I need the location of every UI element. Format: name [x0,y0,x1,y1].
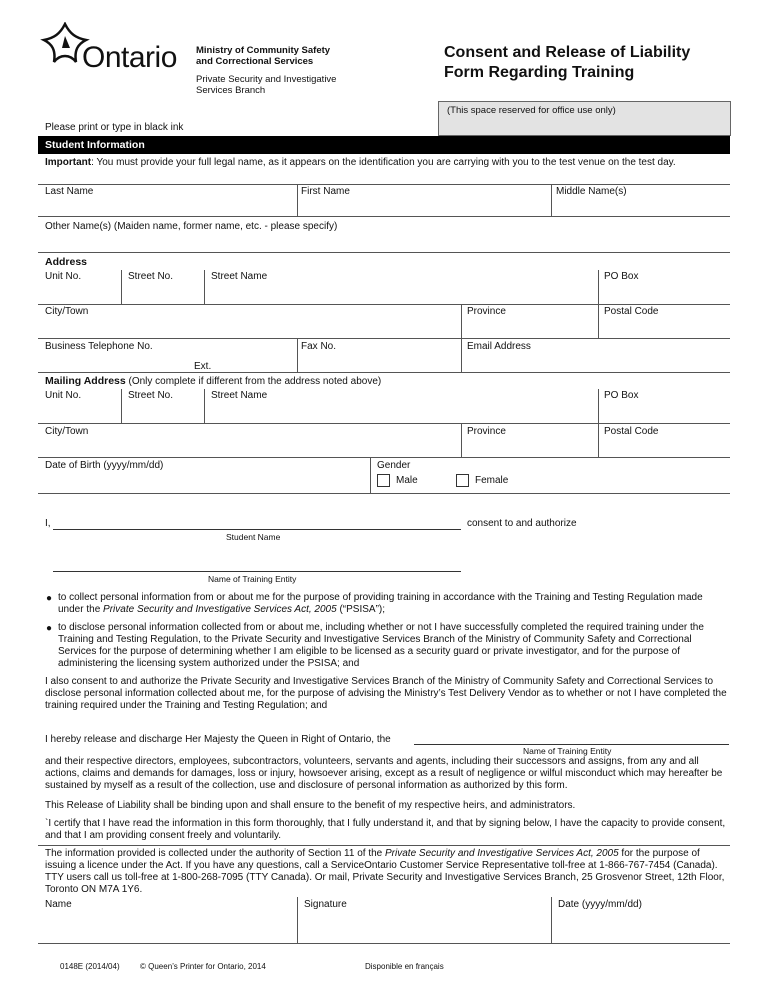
consent-bullet-2: to disclose personal information collected from or about me, including whether or not I have successfully completed the required training under the Training and Testing Regulation, to the Private Security and Investigative Services Branch of the Ministry of Community Safety and Correctional Services for the purpose of determining whether I am eligible to be licensed as a security guard or private investigator, and for the purpose of administering the licensing system authorized under the PSISA; and [58,622,704,669]
business-phone-field[interactable] [45,354,190,370]
bullet-2-icon: ● [46,623,53,634]
other-names-field[interactable] [45,233,725,249]
dob-label: Date of Birth (yyyy/mm/dd) [45,460,164,471]
form-title-line-1: Consent and Release of Liability [444,44,691,61]
student-information-title: Student Information [45,139,145,151]
sign-name-field[interactable] [45,913,290,939]
french-available-link[interactable]: Disponible en français [365,962,444,971]
mailing-street-name-field[interactable] [211,403,593,419]
male-option[interactable]: Male [377,474,418,487]
branch-line-1: Private Security and Investigative [196,74,337,85]
release-paragraph: and their respective directors, employees, subcontractors, volunteers, servants and agents, including their successors and assigns, from any and all actions, claims and demands for damages, loss or injury, howsoever arising, except as a result of negligence or wilful misconduct which may hereafter be sustained by myself as a result of the collection, use and disclosure of personal information as authorized by this form. [45,756,723,791]
last-name-label: Last Name [45,186,94,197]
important-note: Important: You must provide your full legal name, as it appears on the identification you are carrying with you to the test venue on the test day. [45,157,676,168]
address-po-box-field[interactable] [604,284,726,300]
address-unit-label: Unit No. [45,271,82,282]
ministry-line-1: Ministry of Community Safety [196,45,331,56]
mailing-po-box-label: PO Box [604,390,639,401]
mailing-postal-field[interactable] [604,438,726,454]
binding-paragraph: This Release of Liability shall be binding upon and shall ensure to the benefit of my respective heirs, and administrators. [45,800,576,811]
consent-authorize-text: consent to and authorize [467,518,577,529]
phone-ext-field[interactable] [216,358,292,371]
mailing-unit-field[interactable] [45,403,117,419]
mailing-province-label: Province [467,426,506,437]
other-names-label: Other Name(s) (Maiden name, former name, etc. - please specify) [45,221,338,232]
collection-notice: The information provided is collected under the authority of Section 11 of the Private Security and Investigative Services Act, 2005 for the purpose of issuing a licence under the Act. If you have any questions, call a ServiceOntario Customer Service Representative toll-free at 1-866-767-7454 (Canada). TTY users call us toll-free at 1-800-268-7095 (TTY Canada). Or mail, Private Security and Investigative Services Branch, 25 Grosvenor Street, 12th Floor, Toronto ON M7A 1Y6. [45,848,725,895]
signature-field[interactable] [304,913,546,939]
branch-line-2: Services Branch [196,85,266,96]
address-street-name-label: Street Name [211,271,268,282]
gender-label: Gender [377,460,411,471]
print-note: Please print or type in black ink [45,122,184,133]
mailing-street-no-label: Street No. [128,390,174,401]
also-consent-paragraph: I also consent to and authorize the Private Security and Investigative Services Branch of the Ministry of Community Safety and Correctional Services to disclose personal information collected about me, for the purpose of advising the Ministry’s Test Delivery Vendor as to whether or not I have completed the training required under the Training and Testing Regulation; and [45,676,727,711]
address-po-box-label: PO Box [604,271,639,282]
male-checkbox[interactable] [377,474,390,487]
mailing-city-label: City/Town [45,426,89,437]
address-street-no-label: Street No. [128,271,174,282]
mailing-address-title: Mailing Address (Only complete if different from the address noted above) [45,375,382,387]
email-field[interactable] [467,354,726,370]
address-city-label: City/Town [45,306,89,317]
address-province-field[interactable] [467,318,593,334]
middle-name-field[interactable] [556,198,726,214]
student-information-bar [38,136,730,154]
release-entity-caption: Name of Training Entity [523,746,612,756]
form-number: 0148E (2014/04) [60,962,120,971]
training-entity-line[interactable] [53,571,461,572]
first-name-field[interactable] [301,198,546,214]
mailing-street-no-field[interactable] [128,403,200,419]
female-checkbox[interactable] [456,474,469,487]
address-unit-field[interactable] [45,284,117,300]
bullet-1-icon: ● [46,593,53,604]
ministry-line-2: and Correctional Services [196,56,314,67]
business-phone-label: Business Telephone No. [45,341,153,352]
dob-field[interactable] [45,473,365,489]
sign-date-label: Date (yyyy/mm/dd) [558,899,642,910]
fax-field[interactable] [301,354,455,370]
consent-i-label: I, [45,518,51,529]
address-street-no-field[interactable] [128,284,200,300]
address-street-name-field[interactable] [211,284,593,300]
mailing-postal-label: Postal Code [604,426,659,437]
email-label: Email Address [467,341,531,352]
student-name-line[interactable] [53,529,461,530]
address-postal-field[interactable] [604,318,726,334]
middle-name-label: Middle Name(s) [556,186,627,197]
address-province-label: Province [467,306,506,317]
mailing-street-name-label: Street Name [211,390,268,401]
address-postal-label: Postal Code [604,306,659,317]
mailing-unit-label: Unit No. [45,390,82,401]
signature-label: Signature [304,899,347,910]
consent-bullet-1: to collect personal information from or about me for the purpose of providing training in accordance with the Training and Testing Regulation made under the Private Security and Investigative Services Act, 2005 (“PSISA”); [58,592,703,615]
mailing-city-field[interactable] [45,438,455,454]
sign-date-field[interactable] [558,913,726,939]
phone-ext-label: Ext. [194,361,212,372]
ontario-logo-text: Ontario [82,41,177,74]
release-entity-line[interactable] [414,744,729,745]
first-name-label: First Name [301,186,350,197]
last-name-field[interactable] [45,198,290,214]
address-title: Address [45,256,88,268]
student-name-caption: Student Name [226,532,281,542]
certify-paragraph: `I certify that I have read the information in this form thoroughly, that I fully understand it, and that by signing below, I have the capacity to provide consent, and that I am providing consent freely and voluntarily. [45,818,726,841]
office-use-box [438,101,731,136]
address-city-field[interactable] [45,318,455,334]
sign-name-label: Name [45,899,72,910]
mailing-po-box-field[interactable] [604,403,726,419]
fax-label: Fax No. [301,341,337,352]
mailing-province-field[interactable] [467,438,593,454]
female-option[interactable]: Female [456,474,508,487]
form-title-line-2: Form Regarding Training [444,64,635,81]
office-use-label: (This space reserved for office use only) [447,105,616,116]
training-entity-caption: Name of Training Entity [208,574,297,584]
release-text: I hereby release and discharge Her Majesty the Queen in Right of Ontario, the [45,734,391,745]
copyright-text: © Queen’s Printer for Ontario, 2014 [140,962,266,971]
